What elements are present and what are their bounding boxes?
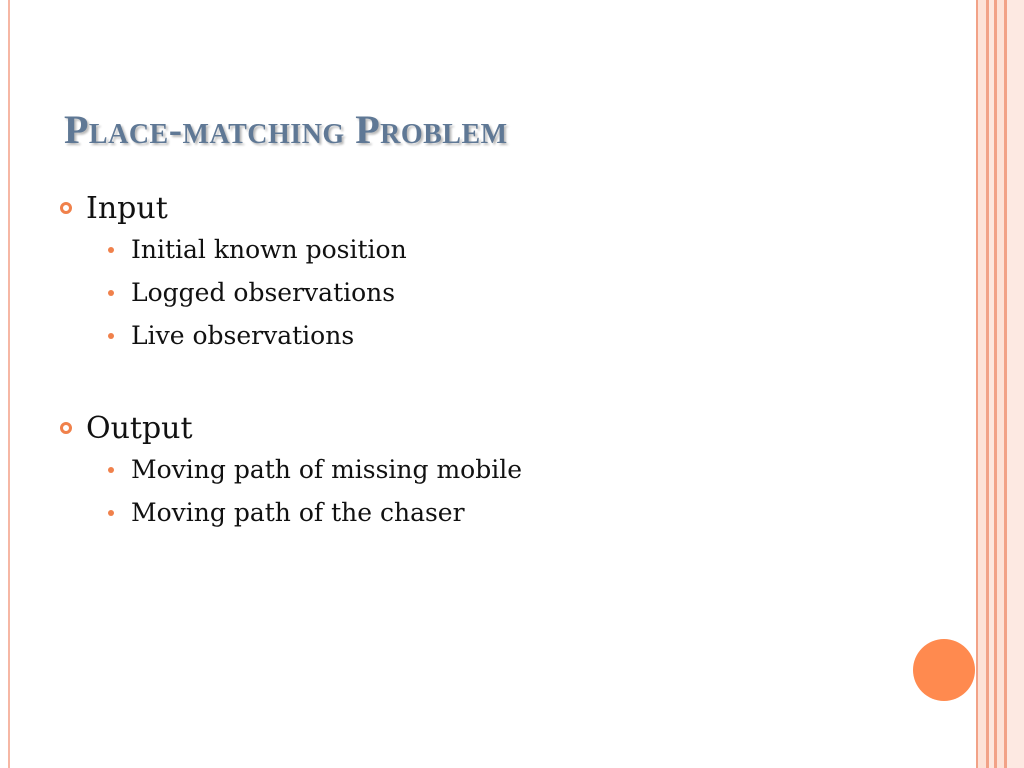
input-section: [60, 188, 680, 357]
ring-bullet-icon: [60, 202, 72, 214]
list-item-text: Moving path of missing mobile: [131, 455, 523, 484]
list-item: [60, 491, 680, 534]
right-border-stripe: [1007, 0, 1024, 768]
slide-title: Place-matching Problem: [64, 107, 508, 152]
dot-bullet-icon: [108, 247, 114, 253]
right-border-stripe: [997, 0, 1004, 768]
list-item: [60, 271, 680, 314]
dot-bullet-icon: [108, 467, 114, 473]
list-item: [60, 448, 680, 491]
orange-circle-icon: [913, 639, 975, 701]
output-heading: Output: [86, 410, 193, 446]
level1-bullet-input: [60, 188, 680, 228]
list-item: [60, 228, 680, 271]
level1-bullet-output: [60, 408, 680, 448]
list-item-text: Moving path of the chaser: [131, 498, 465, 527]
right-border-stripe: [978, 0, 986, 768]
input-heading: Input: [86, 190, 168, 226]
output-list: [60, 448, 680, 534]
list-item-text: Initial known position: [131, 235, 407, 264]
input-list: [60, 228, 680, 357]
list-item: [60, 314, 680, 357]
ring-bullet-icon: [60, 422, 72, 434]
list-item-text: Live observations: [131, 321, 355, 350]
dot-bullet-icon: [108, 510, 114, 516]
dot-bullet-icon: [108, 333, 114, 339]
left-border-line: [8, 0, 10, 768]
output-section: [60, 408, 680, 534]
dot-bullet-icon: [108, 290, 114, 296]
list-item-text: Logged observations: [131, 278, 396, 307]
